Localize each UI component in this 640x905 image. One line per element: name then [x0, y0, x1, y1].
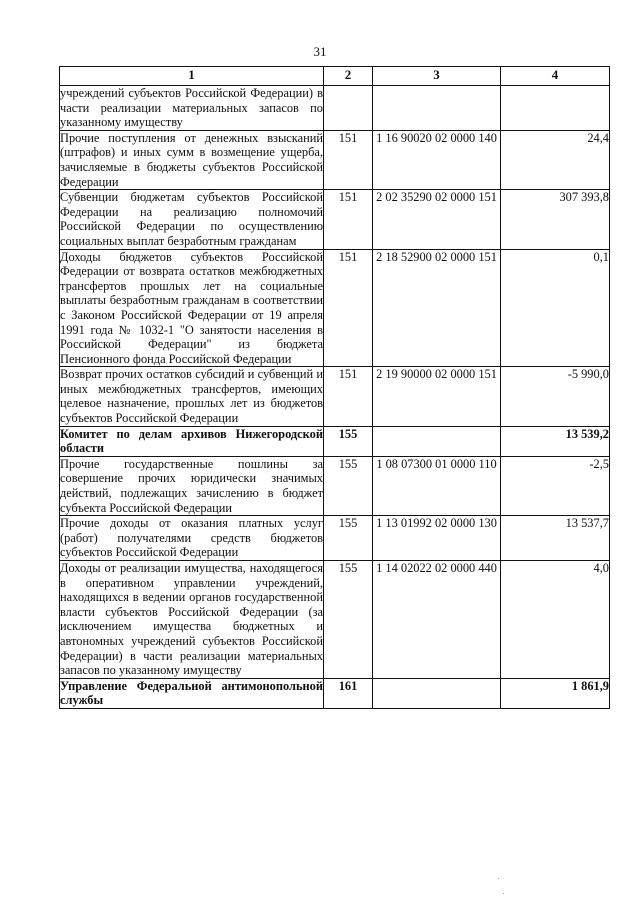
row-kbk-code: 1 14 02022 02 0000 440 [373, 561, 501, 679]
row-kbk-code: 2 02 35290 02 0000 151 [373, 190, 501, 249]
table-row [60, 561, 610, 679]
row-name: Доходы бюджетов субъектов Российской Федерации от возврата остатков межбюджетных трансфертов прошлых лет на социальные выплаты безработным гражданам в соответствии с Законом Российской Федерации от 19 апреля 1991 года № 1032-1 "О занятости населения в Российской Федерации" из бюджета Пенсионного фонда Российской Федерации [60, 249, 323, 366]
row-admin-code: 155 [324, 516, 373, 561]
row-admin-code: 155 [324, 426, 373, 456]
section-name: Управление Федеральной антимонопольной службы [60, 678, 323, 708]
row-admin-code: 155 [324, 456, 373, 515]
row-name: Субвенции бюджетам субъектов Российской Федерации на реализацию полномочий Российской Федерации по осуществлению социальных выплат безработным гражданам [60, 190, 323, 248]
row-name: учреждений субъектов Российской Федерации) в части реализации материальных запасов по указанному имуществу [60, 86, 323, 130]
row-name: Прочие поступления от денежных взысканий (штрафов) и иных сумм в возмещение ущерба, зачисляемые в бюджеты субъектов Российской Федерации [60, 130, 323, 189]
row-amount: -5 990,0 [501, 367, 610, 426]
table-row [60, 130, 610, 189]
row-amount: 4,0 [501, 561, 610, 679]
row-admin-code [324, 86, 373, 131]
table-row-section [60, 678, 610, 708]
row-amount: 13 537,7 [501, 516, 610, 561]
row-admin-code: 151 [324, 130, 373, 189]
header-cell: 1 [60, 67, 324, 86]
section-total: 13 539,2 [501, 426, 610, 456]
row-kbk-code [373, 678, 501, 708]
table-row [60, 367, 610, 426]
revenue-table [59, 66, 610, 709]
row-kbk-code: 1 08 07300 01 0000 110 [373, 456, 501, 515]
row-admin-code: 155 [324, 561, 373, 679]
row-admin-code: 151 [324, 249, 373, 367]
scan-speck [503, 893, 504, 894]
row-amount: 24,4 [501, 130, 610, 189]
header-cell: 2 [324, 67, 373, 86]
table-row [60, 86, 610, 131]
header-cell: 3 [373, 67, 501, 86]
section-name: Комитет по делам архивов Нижегородской области [60, 426, 323, 456]
table-row [60, 249, 610, 367]
table-row [60, 456, 610, 515]
row-admin-code: 151 [324, 190, 373, 249]
row-name: Прочие доходы от оказания платных услуг (работ) получателями средств бюджетов субъектов Российской Федерации [60, 516, 323, 560]
table-row-section [60, 426, 610, 456]
scan-speck [498, 878, 499, 879]
row-kbk-code [373, 426, 501, 456]
row-kbk-code: 1 16 90020 02 0000 140 [373, 130, 501, 189]
page-number: 31 [313, 44, 327, 59]
row-admin-code: 151 [324, 367, 373, 426]
row-amount: 307 393,8 [501, 190, 610, 249]
row-kbk-code: 2 19 90000 02 0000 151 [373, 367, 501, 426]
row-name: Доходы от реализации имущества, находящегося в оперативном управлении учреждений, находящихся в ведении органов государственной власти субъектов Российской Федерации (за исключением имущества бюджетных и автономных учреждений субъектов Российской Федерации) в части реализации материальных запасов по указанному имуществу [60, 561, 323, 678]
section-total: 1 861,9 [501, 678, 610, 708]
header-cell: 4 [501, 67, 610, 86]
table-row [60, 516, 610, 561]
table-header-row [60, 67, 610, 86]
row-kbk-code [373, 86, 501, 131]
row-admin-code: 161 [324, 678, 373, 708]
row-amount: 0,1 [501, 249, 610, 367]
row-amount [501, 86, 610, 131]
row-name: Прочие государственные пошлины за совершение прочих юридически значимых действий, подлежащих зачислению в бюджет субъекта Российской Федерации [60, 456, 323, 515]
row-amount: -2,5 [501, 456, 610, 515]
row-kbk-code: 2 18 52900 02 0000 151 [373, 249, 501, 367]
row-kbk-code: 1 13 01992 02 0000 130 [373, 516, 501, 561]
row-name: Возврат прочих остатков субсидий и субвенций и иных межбюджетных трансфертов, имеющих целевое назначение, прошлых лет из бюджетов субъектов Российской Федерации [60, 367, 323, 426]
table-row [60, 190, 610, 249]
